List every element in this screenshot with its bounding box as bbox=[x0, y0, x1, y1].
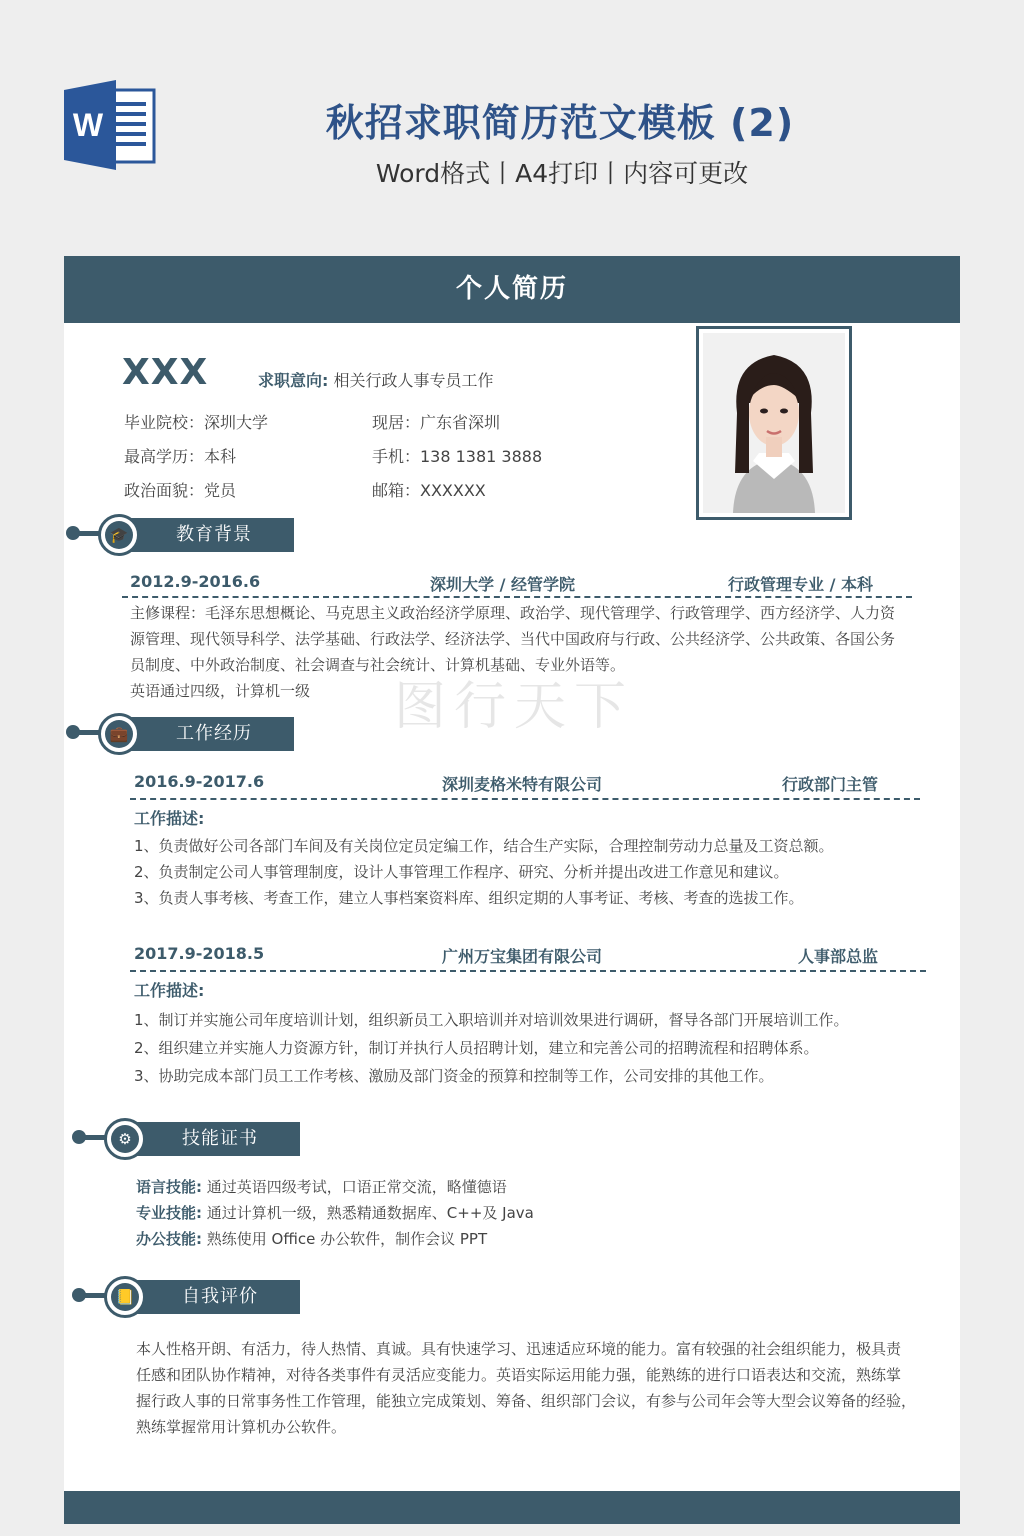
skill-language: 语言技能: 通过英语四级考试，口语正常交流，略懂德语 bbox=[136, 1178, 507, 1196]
phone-field: 手机：138 1381 3888 bbox=[372, 447, 543, 466]
section-work-title: 工作经历 bbox=[176, 723, 252, 744]
section-self bbox=[78, 1280, 318, 1314]
job2-desc: 1、制订并实施公司年度培训计划，组织新员工入职培训并对培训效果进行调研，督导各部门开展培训工作。 2、组织建立并实施人力资源方针，制订并执行人员招聘计划，建立和完善公司的招聘流程和招聘体系。 3、协助完成本部门员工工作考核、激励及部门资金的预算和控制等工作，公司安排的其他工作。 bbox=[134, 1011, 849, 1085]
section-education-title: 教育背景 bbox=[176, 524, 252, 545]
job-intent-label: 求职意向: bbox=[258, 371, 329, 390]
section-education bbox=[72, 518, 312, 552]
job1-company: 深圳麦格米特有限公司 bbox=[442, 775, 603, 794]
section-work bbox=[72, 717, 312, 751]
email-field: 邮箱：XXXXXX bbox=[372, 481, 486, 500]
resume-banner: 个人简历 bbox=[64, 256, 960, 323]
resume-paper bbox=[64, 256, 960, 1524]
job2-company: 广州万宝集团有限公司 bbox=[442, 947, 603, 966]
degree-field: 最高学历：本科 bbox=[124, 447, 237, 466]
section-skills-title: 技能证书 bbox=[182, 1128, 258, 1149]
gear-icon: ⚙ bbox=[111, 1125, 139, 1153]
school-field: 毕业院校：深圳大学 bbox=[124, 413, 269, 432]
footer-bar bbox=[64, 1491, 960, 1524]
job-intent-value: 相关行政人事专员工作 bbox=[333, 371, 494, 390]
section-skills bbox=[78, 1122, 318, 1156]
profile-photo bbox=[696, 326, 852, 520]
job2-role: 人事部总监 bbox=[798, 947, 879, 966]
section-self-title: 自我评价 bbox=[182, 1286, 258, 1307]
edu-period: 2012.9-2016.6 bbox=[130, 572, 261, 591]
edu-courses: 主修课程：毛泽东思想概论、马克思主义政治经济学原理、政治学、现代管理学、行政管理学、西方经济学、人力资 源管理、现代领导科学、法学基础、行政法学、经济法学、当代中国政府与行政、公共经济学、公共政策、各国公务 员制度、中外政治制度、社会调查与社会统计、计算机基础、专业外语等。 英语通过四级，计算机一级 bbox=[130, 604, 896, 700]
notebook-icon: 📒 bbox=[111, 1283, 139, 1311]
politics-field: 政治面貌：党员 bbox=[124, 481, 237, 500]
job1-desc-label: 工作描述: bbox=[134, 809, 205, 828]
edu-major: 行政管理专业 / 本科 bbox=[728, 575, 873, 594]
skills-list bbox=[136, 1174, 534, 1252]
candidate-name: XXX bbox=[122, 352, 209, 393]
residence-field: 现居：广东省深圳 bbox=[372, 413, 501, 432]
self-evaluation: 本人性格开朗、有活力，待人热情、真诚。具有快速学习、迅速适应环境的能力。富有较强的社会组织能力，极具责 任感和团队协作精神，对待各类事件有灵活应变能力。英语实际运用能力强，能熟练的进行口语表达和交流，熟练掌 握行政人事的日常事务性工作管理，能独立完成策划、筹备、组织部门会议，有参与公司年会等大型会议筹备的经验， 熟练掌握常用计算机办公软件。 bbox=[136, 1340, 917, 1436]
page-subtitle: Word格式丨A4打印丨内容可更改 bbox=[375, 159, 749, 188]
job2-period: 2017.9-2018.5 bbox=[134, 944, 265, 963]
graduation-cap-icon: 🎓 bbox=[105, 521, 133, 549]
watermark: 图行天下 bbox=[394, 677, 635, 737]
edu-school: 深圳大学 / 经管学院 bbox=[430, 575, 575, 594]
job1-role: 行政部门主管 bbox=[782, 775, 879, 794]
page-title: 秋招求职简历范文模板 (2) bbox=[325, 101, 795, 145]
job1-desc: 1、负责做好公司各部门车间及有关岗位定员定编工作，结合生产实际，合理控制劳动力总量及工资总额。 2、负责制定公司人事管理制度，设计人事管理工作程序、研究、分析并提出改进工作意见和建议。 3、负责人事考核、考查工作，建立人事档案资料库、组织定期的人事考证、考核、考查的选拔工作。 bbox=[134, 837, 834, 907]
divider bbox=[130, 970, 926, 972]
job2-desc-label: 工作描述: bbox=[134, 981, 205, 1000]
job-intent bbox=[258, 368, 494, 391]
job1-period: 2016.9-2017.6 bbox=[134, 772, 265, 791]
divider bbox=[130, 798, 920, 800]
skill-professional: 专业技能: 通过计算机一级，熟悉精通数据库、C++及 Java bbox=[136, 1204, 534, 1222]
svg-text:W: W bbox=[72, 107, 104, 143]
avatar bbox=[703, 333, 845, 513]
skill-office: 办公技能: 熟练使用 Office 办公软件，制作会议 PPT bbox=[136, 1230, 488, 1248]
briefcase-icon: 💼 bbox=[105, 720, 133, 748]
divider bbox=[122, 596, 912, 598]
